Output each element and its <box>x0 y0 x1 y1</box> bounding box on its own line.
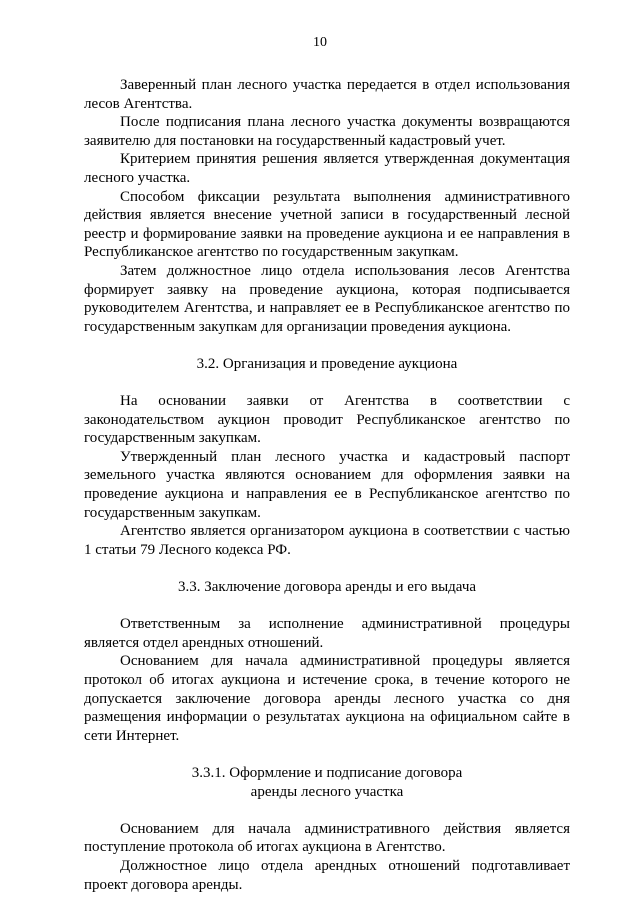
spacer <box>84 559 570 578</box>
heading-line: аренды лесного участка <box>250 783 404 800</box>
paragraph: Критерием принятия решения является утвержденная документация лесного участка. <box>84 151 570 186</box>
paragraph: Утвержденный план лесного участка и кадастровый паспорт земельного участка являются основанием для оформления заявки на проведение аукциона и направления ее в Республиканское агентство по государственным закупкам. <box>84 448 570 521</box>
paragraph: Основанием для начала административного действия является поступление протокола об итогах аукциона в Агентство. <box>84 820 570 856</box>
heading-line: 3.3.1. Оформление и подписание договора <box>191 764 463 781</box>
document-body <box>84 76 570 894</box>
section-heading-3-3: 3.3. Заключение договора аренды и его выдача <box>177 579 477 596</box>
paragraph: После подписания плана лесного участка документы возвращаются заявителю для постановки на государственный кадастровый учет. <box>84 114 570 149</box>
paragraph: На основании заявки от Агентства в соответствии с законодательством аукцион проводит Республиканское агентство по государственным закупкам. <box>84 393 570 447</box>
section-heading-3-2: 3.2. Организация и проведение аукциона <box>196 355 458 372</box>
spacer <box>84 801 570 820</box>
spacer <box>84 336 570 355</box>
paragraph: Заверенный план лесного участка передается в отдел использования лесов Агентства. <box>84 77 570 112</box>
page-number: 10 <box>313 35 327 50</box>
spacer <box>84 374 570 393</box>
paragraph: Должностное лицо отдела арендных отношений подготавливает проект договора аренды. <box>84 857 570 893</box>
paragraph: Ответственным за исполнение административной процедуры является отдел арендных отношений. <box>84 616 570 651</box>
spacer <box>84 745 570 764</box>
section-heading-3-3-1 <box>84 764 570 801</box>
paragraph: Агентство является организатором аукциона в соответствии с частью 1 статьи 79 Лесного кодекса РФ. <box>84 523 570 558</box>
paragraph: Затем должностное лицо отдела использования лесов Агентства формирует заявку на проведение аукциона, которая подписывается руководителем Агентства, и направляет ее в Республиканское агентство по государственным закупкам для организации проведения аукциона. <box>84 262 570 335</box>
paragraph: Способом фиксации результата выполнения административного действия является внесение учетной записи в государственный лесной реестр и формирование заявки на проведение аукциона и ее направления в Республиканское агентство по государственным закупкам. <box>84 188 570 261</box>
paragraph: Основанием для начала административной процедуры является протокол об итогах аукциона и истечение срока, в течение которого не допускается заключение договора аренды лесного участка со дня размещения информации о результатах аукциона на официальном сайте в сети Интернет. <box>84 653 570 744</box>
spacer <box>84 597 570 616</box>
